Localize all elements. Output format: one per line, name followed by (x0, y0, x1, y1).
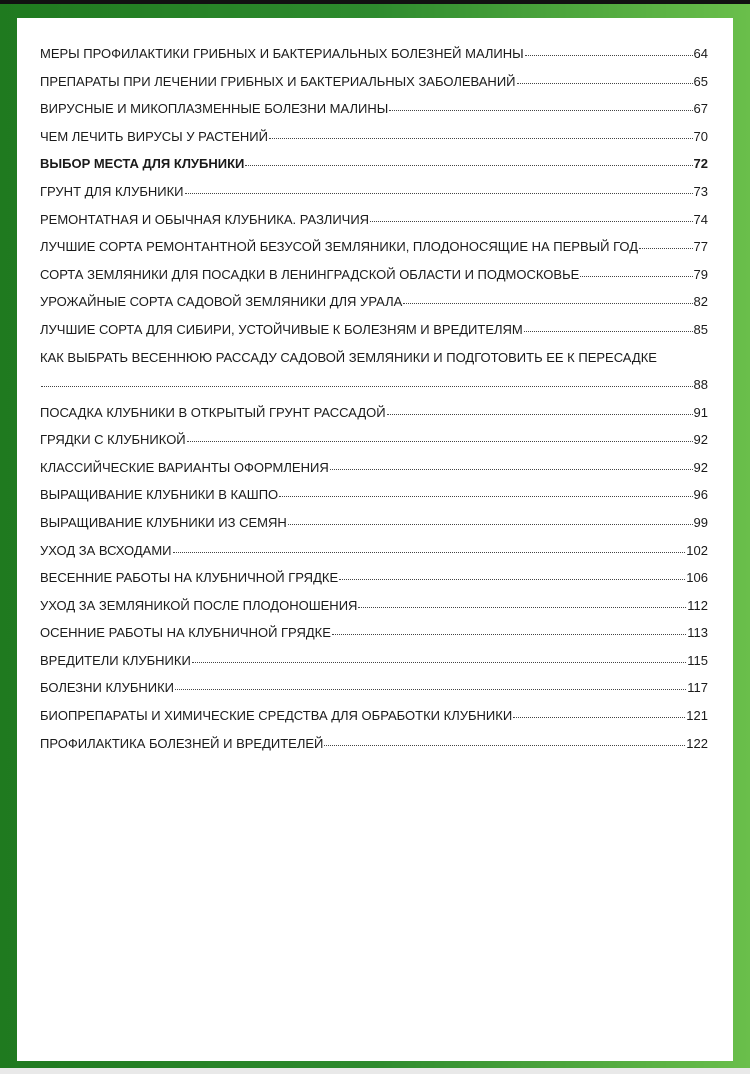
toc-entry[interactable] (40, 46, 708, 74)
toc-entry-title: РЕМОНТАТНАЯ И ОБЫЧНАЯ КЛУБНИКА. РАЗЛИЧИЯ (40, 211, 370, 227)
toc-dot-leader (358, 606, 686, 608)
toc-page-number: 85 (693, 321, 708, 337)
bottom-edge (0, 1068, 750, 1074)
toc-entry-title: УРОЖАЙНЫЕ СОРТА САДОВОЙ ЗЕМЛЯНИКИ ДЛЯ УРАЛА (40, 294, 403, 310)
toc-page-number: 112 (687, 597, 708, 613)
toc-entry[interactable] (40, 708, 708, 736)
toc-entry-title: БИОПРЕПАРАТЫ И ХИМИЧЕСКИЕ СРЕДСТВА ДЛЯ ОБРАБОТКИ КЛУБНИКИ (40, 708, 513, 724)
toc-dot-leader (330, 468, 693, 470)
toc-entry-title: ЧЕМ ЛЕЧИТЬ ВИРУСЫ У РАСТЕНИЙ (40, 128, 268, 144)
toc-entry[interactable] (40, 736, 708, 764)
toc-entry-title: УХОД ЗА ВСХОДАМИ (40, 542, 172, 558)
toc-dot-leader (185, 192, 693, 194)
toc-entry-title: КАК ВЫБРАТЬ ВЕСЕННЮЮ РАССАДУ САДОВОЙ ЗЕМЛЯНИКИ И ПОДГОТОВИТЬ ЕЕ К ПЕРЕСАДКЕ (40, 349, 657, 365)
toc-entry-title: ЛУЧШИЕ СОРТА ДЛЯ СИБИРИ, УСТОЙЧИВЫЕ К БОЛЕЗНЯМ И ВРЕДИТЕЛЯМ (40, 321, 523, 337)
toc-entry-title: ВЫБОР МЕСТА ДЛЯ КЛУБНИКИ (40, 156, 245, 172)
toc-page-number: 113 (687, 625, 708, 641)
toc-entry[interactable] (40, 294, 708, 322)
toc-entry[interactable] (40, 184, 708, 212)
toc-entry[interactable] (40, 653, 708, 681)
toc-entry[interactable] (40, 212, 708, 240)
toc-page-number: 106 (686, 570, 708, 586)
toc-dot-leader (387, 413, 693, 415)
toc-entry[interactable] (40, 432, 708, 460)
toc-dot-leader (41, 385, 693, 387)
toc-entry[interactable] (40, 267, 708, 295)
toc-dot-leader (173, 551, 686, 553)
toc-dot-leader (269, 137, 693, 139)
toc-page-number: 65 (693, 73, 708, 89)
toc-page-number: 67 (693, 101, 708, 117)
toc-page-number: 82 (693, 294, 708, 310)
toc-entry-title: ВЫРАЩИВАНИЕ КЛУБНИКИ В КАШПО (40, 487, 279, 503)
toc-dot-leader (639, 247, 692, 249)
toc-dot-leader (524, 330, 693, 332)
toc-page-number: 64 (693, 46, 708, 61)
toc-dot-leader (192, 661, 686, 663)
toc-entry[interactable] (40, 74, 708, 102)
toc-dot-leader (279, 495, 692, 497)
toc-dot-leader (389, 109, 692, 111)
toc-entry[interactable] (40, 487, 708, 515)
toc-page-number: 74 (693, 211, 708, 227)
toc-page-number: 72 (693, 156, 708, 172)
toc-entry-title: ГРЯДКИ С КЛУБНИКОЙ (40, 432, 186, 448)
toc-entry[interactable] (40, 570, 708, 598)
toc-entry[interactable] (40, 322, 708, 350)
toc-dot-leader (187, 440, 693, 442)
toc-entry-title: ВЕСЕННИЕ РАБОТЫ НА КЛУБНИЧНОЙ ГРЯДКЕ (40, 570, 339, 586)
toc-entry-title: ЛУЧШИЕ СОРТА РЕМОНТАНТНОЙ БЕЗУСОЙ ЗЕМЛЯНИКИ, ПЛОДОНОСЯЩИЕ НА ПЕРВЫЙ ГОД (40, 239, 639, 255)
toc-entry-title: ПОСАДКА КЛУБНИКИ В ОТКРЫТЫЙ ГРУНТ РАССАДОЙ (40, 404, 386, 420)
document-page (17, 18, 733, 1061)
toc-entry[interactable] (40, 625, 708, 653)
toc-page-number: 117 (687, 680, 708, 696)
toc-dot-leader (370, 220, 692, 222)
toc-dot-leader (332, 633, 686, 635)
toc-entry[interactable] (40, 460, 708, 488)
toc-dot-leader (339, 578, 685, 580)
toc-dot-leader (525, 54, 693, 56)
toc-page-number: 79 (693, 266, 708, 282)
toc-entry[interactable] (40, 129, 708, 157)
toc-entry-title: ВИРУСНЫЕ И МИКОПЛАЗМЕННЫЕ БОЛЕЗНИ МАЛИНЫ (40, 101, 389, 117)
toc-entry[interactable] (40, 350, 708, 405)
toc-dot-leader (517, 82, 693, 84)
toc-entry-title: МЕРЫ ПРОФИЛАКТИКИ ГРИБНЫХ И БАКТЕРИАЛЬНЫХ БОЛЕЗНЕЙ МАЛИНЫ (40, 46, 524, 61)
toc-page-number: 88 (693, 376, 708, 392)
toc-page-number: 96 (693, 487, 708, 503)
toc-dot-leader (175, 688, 686, 690)
toc-dot-leader (288, 523, 693, 525)
toc-page-number: 115 (687, 652, 708, 668)
toc-entry-title: КЛАССИЙЧЕСКИЕ ВАРИАНТЫ ОФОРМЛЕНИЯ (40, 459, 329, 475)
toc-dot-leader (324, 744, 685, 746)
toc-entry[interactable] (40, 515, 708, 543)
top-edge (0, 0, 750, 4)
toc-entry-title: ГРУНТ ДЛЯ КЛУБНИКИ (40, 183, 184, 199)
toc-page-number: 99 (693, 514, 708, 530)
toc-entry[interactable] (40, 239, 708, 267)
toc-page-number: 77 (693, 239, 708, 255)
toc-entry[interactable] (40, 405, 708, 433)
toc-entry-title: СОРТА ЗЕМЛЯНИКИ ДЛЯ ПОСАДКИ В ЛЕНИНГРАДСКОЙ ОБЛАСТИ И ПОДМОСКОВЬЕ (40, 266, 580, 282)
toc-entry[interactable] (40, 156, 708, 184)
toc-page-number: 92 (693, 432, 708, 448)
toc-page-number: 73 (693, 183, 708, 199)
toc-dot-leader (403, 302, 692, 304)
toc-dot-leader (580, 275, 692, 277)
toc-page-number: 121 (686, 708, 708, 724)
toc-entry-title: ОСЕННИЕ РАБОТЫ НА КЛУБНИЧНОЙ ГРЯДКЕ (40, 625, 331, 641)
toc-entry[interactable] (40, 680, 708, 708)
toc-page-number: 92 (693, 459, 708, 475)
toc-entry[interactable] (40, 543, 708, 571)
toc-page-number: 91 (693, 404, 708, 420)
toc-page-number: 102 (686, 542, 708, 558)
toc-entry-continuation (40, 377, 708, 392)
toc-entry[interactable] (40, 101, 708, 129)
toc-entry-title: БОЛЕЗНИ КЛУБНИКИ (40, 680, 175, 696)
toc-entry[interactable] (40, 598, 708, 626)
toc-entry-title: ВЫРАЩИВАНИЕ КЛУБНИКИ ИЗ СЕМЯН (40, 514, 287, 530)
toc-entry-title: ПРЕПАРАТЫ ПРИ ЛЕЧЕНИИ ГРИБНЫХ И БАКТЕРИАЛЬНЫХ ЗАБОЛЕВАНИЙ (40, 73, 516, 89)
toc-entry-title: ПРОФИЛАКТИКА БОЛЕЗНЕЙ И ВРЕДИТЕЛЕЙ (40, 735, 324, 751)
toc-entry-title: УХОД ЗА ЗЕМЛЯНИКОЙ ПОСЛЕ ПЛОДОНОШЕНИЯ (40, 597, 358, 613)
toc-dot-leader (245, 164, 692, 166)
toc-page-number: 122 (686, 735, 708, 751)
toc-page-number: 70 (693, 128, 708, 144)
table-of-contents (40, 46, 708, 763)
toc-entry-title: ВРЕДИТЕЛИ КЛУБНИКИ (40, 652, 191, 668)
toc-dot-leader (513, 716, 685, 718)
